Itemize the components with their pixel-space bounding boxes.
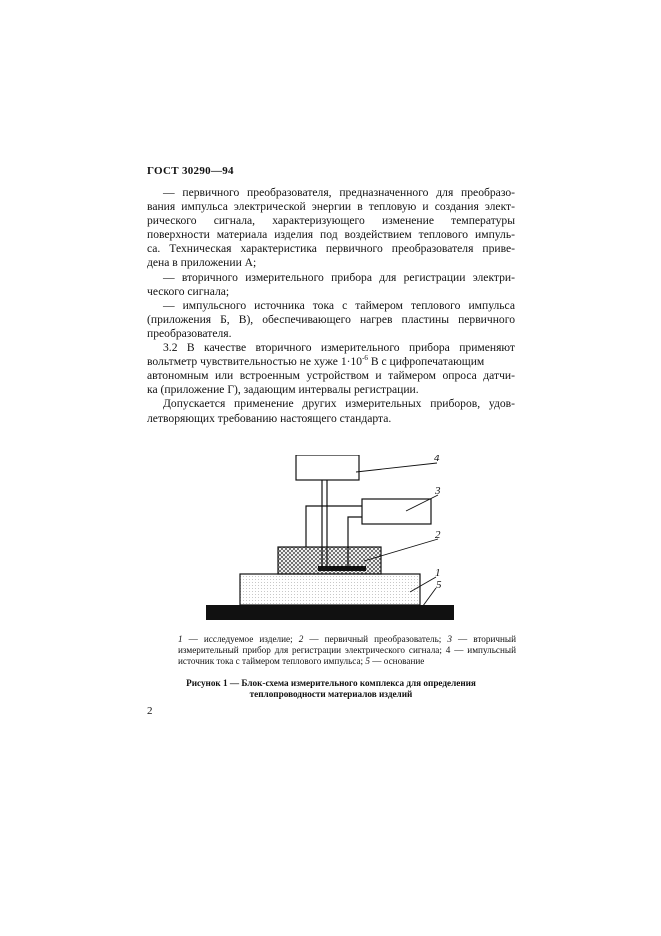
block-diagram-figure (200, 455, 460, 627)
text-line: рического сигнала, характеризующего изменение температуры (147, 214, 515, 228)
text-line: ческого сигнала; (147, 284, 230, 298)
text-line: ка (приложение Г), задающим интервалы регистрации. (147, 383, 419, 397)
text-line: поверхности материала изделия под воздействием теплового импуль- (147, 228, 515, 242)
text-fragment: В с цифропечатающим (367, 355, 485, 369)
legend-number: 1 (178, 634, 183, 644)
text-line: летворяющих требованию настоящего стандарта. (147, 411, 392, 425)
text-line: — первичного преобразователя, предназначенного для преобразо- (163, 186, 515, 199)
converter-plate (318, 566, 366, 571)
legend-number: 3 (447, 634, 452, 644)
label-4: 4 (434, 455, 440, 464)
legend-text: — основание (369, 656, 425, 667)
text-line: преобразователя. (147, 326, 232, 340)
legend-line: измерительный прибор для регистрации электрического сигнала; 4 — импульсный (178, 645, 516, 656)
text-line: — вторичного измерительного прибора для регистрации электри- (163, 270, 515, 284)
text-line: дена в приложении А; (147, 256, 257, 270)
text-line: (приложения Б, В), обеспечивающего нагрев пластины первичного (147, 312, 515, 326)
caption-line: Рисунок 1 — Блок-схема измерительного комплекса для определения (186, 678, 476, 688)
text-line: Допускается применение других измерительных приборов, удов- (163, 397, 515, 411)
text-fragment: вольтметр чувствительностью не хуже 1·10 (147, 355, 363, 369)
pulse-current-source-box (296, 455, 359, 480)
text-line: са. Техническая характеристика первичного преобразователя приве- (147, 242, 515, 256)
caption-line: теплопроводности материалов изделий (249, 688, 413, 699)
figure-caption (147, 678, 515, 699)
legend-line (178, 656, 516, 667)
legend-number: 2 (298, 634, 304, 644)
figure-legend (178, 634, 516, 668)
legend-text: — вторичный (451, 634, 517, 644)
standard-code-header: ГОСТ 30290—94 (147, 165, 234, 177)
body-text (147, 186, 515, 426)
text-line: 3.2 В качестве вторичного измерительного прибора применяют (163, 341, 515, 355)
label-3: 3 (435, 485, 441, 497)
legend-number: 5 (365, 656, 370, 667)
text-line: — импульсного источника тока с таймером теплового импульса (163, 298, 515, 312)
label-1: 1 (435, 567, 441, 579)
legend-text: источник тока с таймером теплового импульса; (178, 656, 366, 667)
text-line-with-exponent (147, 355, 515, 369)
secondary-instrument-box (362, 499, 431, 524)
legend-text: — исследуемое изделие; (182, 634, 299, 644)
text-line: автономным или встроенным устройством и таймером опроса датчи- (147, 369, 515, 383)
exponent: -6 (362, 354, 368, 363)
legend-text: — первичный преобразователь; (303, 634, 448, 644)
label-5: 5 (436, 579, 442, 591)
page-number: 2 (147, 705, 153, 717)
test-specimen (240, 574, 420, 605)
text-line: вания импульса электрической энергии в тепловую и создания элект- (147, 200, 515, 214)
label-2: 2 (435, 529, 441, 541)
legend-line (178, 634, 516, 645)
base-plate (206, 605, 454, 620)
